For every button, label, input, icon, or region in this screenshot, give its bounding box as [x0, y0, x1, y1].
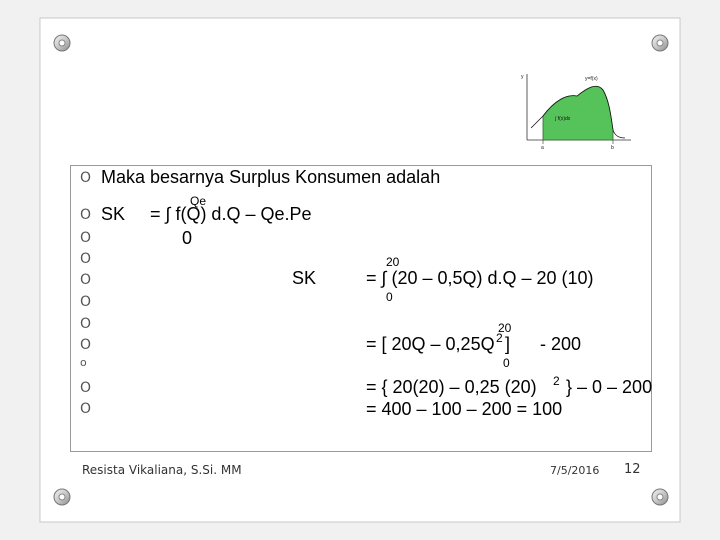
superscript-2: 2: [553, 374, 560, 388]
ring-right-top-icon: [652, 35, 668, 51]
upper-limit-20: 20: [386, 255, 400, 269]
fn-label: y=f(x): [585, 76, 598, 82]
formula-3: = [ 20Q – 0,25Q: [366, 334, 495, 354]
x-end-label: b: [611, 145, 614, 150]
bullet-marker: O: [80, 170, 92, 186]
ring-left-top-icon: [54, 35, 70, 51]
bullet-marker: O: [80, 272, 92, 288]
bullet-marker: O: [80, 251, 92, 267]
upper-limit-qe: Qe: [190, 194, 207, 208]
formula-4-tail: } – 0 – 200: [566, 377, 653, 397]
area-label: ∫ f(x)dx: [555, 116, 571, 122]
formula-4: = { 20(20) – 0,25 (20): [366, 377, 537, 397]
lower-limit-0: 0: [182, 228, 193, 248]
lower-limit-0: 0: [386, 290, 393, 304]
intro-text: Maka besarnya Surplus Konsumen adalah: [101, 167, 441, 187]
page-number: 12: [624, 462, 641, 477]
y-axis-label: y: [521, 74, 524, 80]
x-start-label: a: [541, 145, 544, 150]
ring-right-bottom-icon: [652, 489, 668, 505]
formula-5: = 400 – 100 – 200 = 100: [366, 399, 563, 419]
formula-1: = ∫ f(Q) d.Q – Qe.Pe: [150, 204, 312, 224]
upper-limit-20: 20: [498, 321, 512, 335]
formula-3-tail: - 200: [540, 334, 582, 354]
footer-author: Resista Vikaliana, S.Si. MM: [82, 463, 242, 477]
bullet-marker: O: [80, 401, 92, 417]
bullet-marker: O: [80, 294, 92, 310]
bullet-marker: O: [80, 380, 92, 396]
formula-2: = ∫ (20 – 0,5Q) d.Q – 20 (10): [366, 268, 594, 288]
sk-label-2: SK: [292, 268, 317, 288]
bullet-marker: o: [80, 356, 87, 369]
ring-left-bottom-icon: [54, 489, 70, 505]
bullet-marker: O: [80, 230, 92, 246]
lower-limit-0: 0: [503, 356, 510, 370]
bullet-marker: O: [80, 337, 92, 353]
sk-label: SK: [101, 204, 126, 224]
area-under-curve-graph: [515, 70, 635, 150]
bracket-close: ]: [505, 334, 511, 354]
bullet-marker: O: [80, 207, 92, 223]
footer-date: 7/5/2016: [550, 464, 600, 477]
bullet-marker: O: [80, 316, 92, 332]
superscript-2: 2: [496, 331, 503, 345]
